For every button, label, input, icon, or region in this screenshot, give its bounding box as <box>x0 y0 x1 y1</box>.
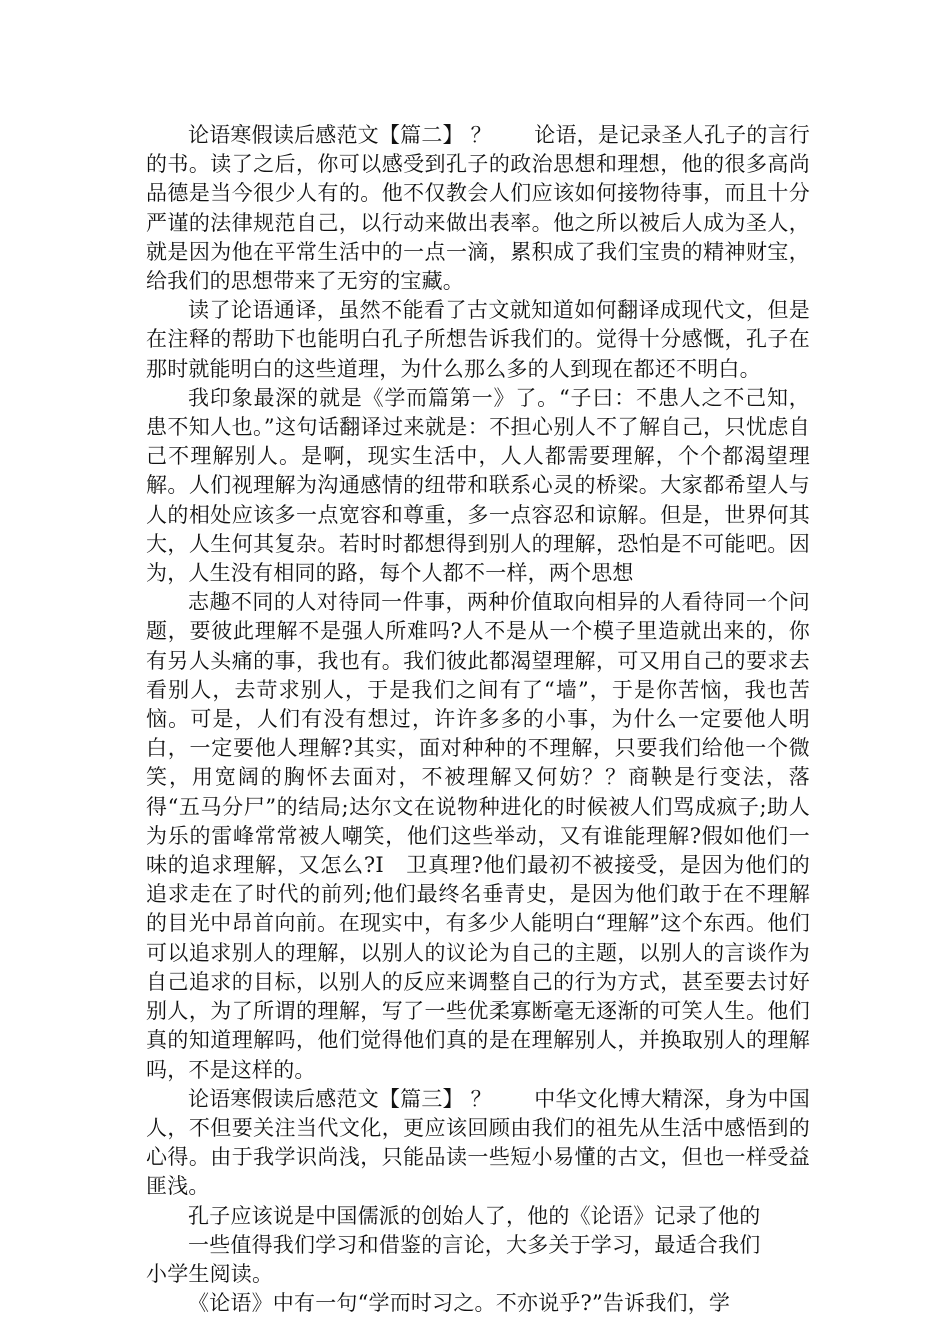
paragraph-translation: 读了论语通译，虽然不能看了古文就知道如何翻译成现代文，但是在注释的帮助下也能明白孔子所想告诉我们的。觉得十分感慨，孔子在那时就能明白的这些道理，为什么那么多的人到现在都还不明白。 <box>146 298 810 381</box>
document-page <box>146 121 810 1318</box>
paragraph-lunyu-quote: 《论语》中有一句“学而时习之。不亦说乎?”告诉我们，学 <box>188 1291 731 1316</box>
paragraph-essay-two-intro: 论语寒假读后感范文【篇二】 ？ 论语，是记录圣人孔子的言行的书。读了之后，你可以感受到孔子的政治思想和理想，他的很多高尚品德是当今很少人有的。他不仅教会人们应该如何接物待事，而且十分严谨的法律规范自己，以行动来做出表率。他之所以被后人成为圣人，就是因为他在平常生活中的一点一滴，累积成了我们宝贵的精神财宝，给我们的思想带来了无穷的宝藏。 <box>146 123 810 294</box>
paragraph-essay-three-intro: 论语寒假读后感范文【篇三】 ？ 中华文化博大精深，身为中国人，不但要关注当代文化，更应该回顾由我们的祖先从生活中感悟到的心得。由于我学识尚浅，只能品读一些短小易懂的古文，但也一样受益匪浅。 <box>146 1086 810 1199</box>
paragraph-understanding: 志趣不同的人对待同一件事，两种价值取向相异的人看待同一个问题，要彼此理解不是强人所难吗?人不是从一个模子里造就出来的，你有另人头痛的事，我也有。我们彼此都渴望理解，可又用自己的要求去看别人，去苛求别人，于是我们之间有了“墙”，于是你苦恼，我也苦恼。可是，人们有没有想过，许许多多的小事，为什么一定要他人明白，一定要他人理解?其实，面对种种的不理解，只要我们给他一个微笑，用宽阔的胸怀去面对，不被理解又何妨？？商鞅是行变法，落得“五马分尸”的结局;达尔文在说物种进化的时候被人们骂成疯子;助人为乐的雷峰常常被人嘲笑，他们这些举动，又有谁能理解?假如他们一味的追求理解，又怎么?I 卫真理?他们最初不被接受，是因为他们的追求走在了时代的前列;他们最终名垂青史，是因为他们敢于在不理解的目光中昂首向前。在现实中，有多少人能明白“理解”这个东西。他们可以追求别人的理解，以别人的议论为自己的主题，以别人的言谈作为自己追求的目标，以别人的反应来调整自己的行为方式，甚至要去讨好别人，为了所谓的理解，写了一些优柔寡断毫无逐渐的可笑人生。他们真的知道理解吗，他们觉得他们真的是在理解别人，并换取别人的理解吗，不是这样的。 <box>146 590 810 1082</box>
paragraph-student-reading: 小学生阅读。 <box>146 1261 274 1286</box>
paragraph-worth-learning: 一些值得我们学习和借鉴的言论，大多关于学习，最适合我们 <box>188 1232 761 1257</box>
paragraph-confucius-founder: 孔子应该说是中国儒派的创始人了，他的《论语》记录了他的 <box>188 1203 761 1228</box>
paragraph-xueer-chapter: 我印象最深的就是《学而篇第一》了。“子曰：不患人之不己知，患不知人也。”这句话翻译过来就是：不担心别人不了解自己，只忧虑自己不理解别人。是啊，现实生活中，人人都需要理解，个个都渴望理解。人们视理解为沟通感情的纽带和联系心灵的桥梁。大家都希望人与人的相处应该多一点宽容和尊重，多一点容忍和谅解。但是，世界何其大，人生何其复杂。若时时都想得到别人的理解，恐怕是不可能吧。因为，人生没有相同的路，每个人都不一样，两个思想 <box>146 385 810 586</box>
